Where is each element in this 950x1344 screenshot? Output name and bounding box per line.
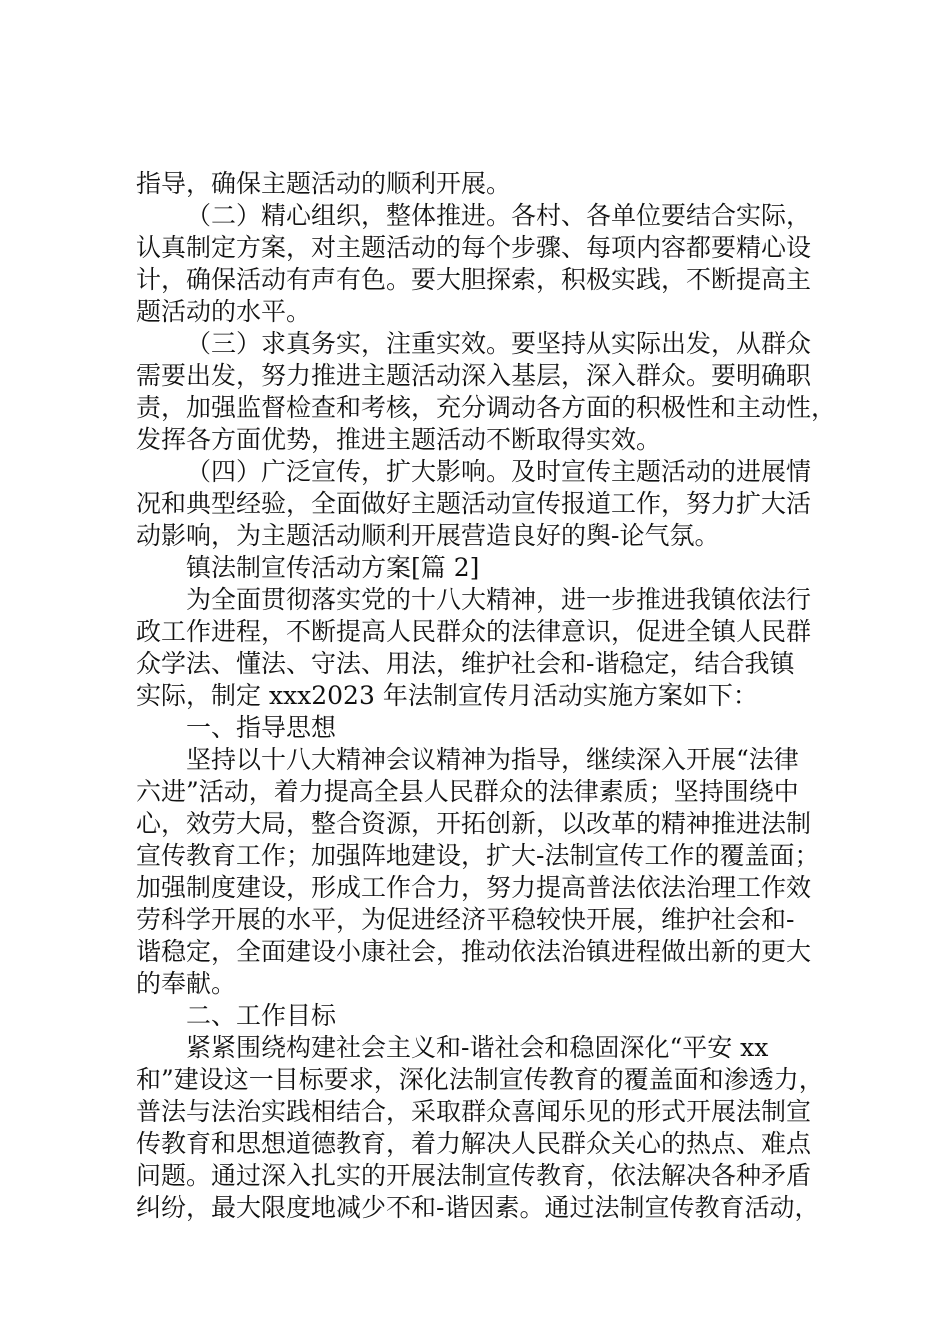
text-line: 计，确保活动有声有色。要大胆探索，积极实践，不断提高主 (136, 265, 812, 294)
text-line: 谐稳定，全面建设小康社会，推动依法治镇进程做出新的更大 (136, 937, 812, 966)
text-line: 宣传教育工作；加强阵地建设，扩大-法制宣传工作的覆盖面； (136, 841, 820, 870)
text-line: 况和典型经验，全面做好主题活动宣传报道工作，努力扩大活 (136, 489, 812, 518)
paragraph-p8 (136, 744, 836, 1000)
text-line: （三）求真务实，注重实效。要坚持从实际出发，从群众 (186, 329, 812, 358)
text-line: 和”建设这一目标要求，深化法制宣传教育的覆盖面和渗透力， (136, 1065, 824, 1094)
text-line: 六进”活动，着力提高全县人民群众的法律素质；坚持围绕中 (136, 777, 799, 806)
text-line: 题活动的水平。 (136, 297, 312, 326)
text-line: 政工作进程，不断提高人民群众的法律意识，促进全镇人民群 (136, 617, 812, 646)
document-body (136, 168, 836, 1224)
text-line: 需要出发，努力推进主题活动深入基层，深入群众。要明确职 (136, 361, 812, 390)
paragraph-p6 (136, 584, 836, 712)
text-line: 指导，确保主题活动的顺利开展。 (136, 169, 512, 198)
text-line: 发挥各方面优势，推进主题活动不断取得实效。 (136, 425, 662, 454)
text-line: 传教育和思想道德教育，着力解决人民群众关心的热点、难点 (136, 1129, 812, 1158)
paragraph-p4 (136, 456, 836, 552)
text-line: 动影响，为主题活动顺利开展营造良好的舆-论气氛。 (136, 521, 720, 550)
text-line: 实际，制定 xxx2023 年法制宣传月活动实施方案如下： (136, 681, 758, 710)
paragraph-p9 (136, 1000, 836, 1032)
text-line: （四）广泛宣传，扩大影响。及时宣传主题活动的进展情 (186, 457, 812, 486)
text-line: 二、工作目标 (186, 1001, 337, 1030)
text-line: 劳科学开展的水平，为促进经济平稳较快开展，维护社会和- (136, 905, 795, 934)
text-line: 镇法制宣传活动方案[篇 2] (186, 553, 480, 582)
paragraph-p1 (136, 168, 836, 200)
text-line: 加强制度建设，形成工作合力，努力提高普法依法治理工作效 (136, 873, 812, 902)
paragraph-p3 (136, 328, 836, 456)
text-line: 认真制定方案，对主题活动的每个步骤、每项内容都要精心设 (136, 233, 812, 262)
text-line: 为全面贯彻落实党的十八大精神，进一步推进我镇依法行 (186, 585, 812, 614)
text-line: 坚持以十八大精神会议精神为指导，继续深入开展“法律 (186, 745, 799, 774)
text-line: 责，加强监督检查和考核，充分调动各方面的积极性和主动性， (136, 393, 837, 422)
text-line: 问题。通过深入扎实的开展法制宣传教育，依法解决各种矛盾 (136, 1161, 812, 1190)
text-line: 一、指导思想 (186, 713, 337, 742)
text-line: 的奉献。 (136, 969, 237, 998)
text-line: 紧紧围绕构建社会主义和-谐社会和稳固深化“平安 xx (186, 1033, 769, 1062)
paragraph-p7 (136, 712, 836, 744)
text-line: 纠纷，最大限度地减少不和-谐因素。通过法制宣传教育活动， (136, 1193, 820, 1222)
paragraph-p5 (136, 552, 836, 584)
text-line: 心，效劳大局，整合资源，开拓创新，以改革的精神推进法制 (136, 809, 812, 838)
text-line: 普法与法治实践相结合，采取群众喜闻乐见的形式开展法制宣 (136, 1097, 812, 1126)
paragraph-p10 (136, 1032, 836, 1224)
paragraph-p2 (136, 200, 836, 328)
text-line: 众学法、懂法、守法、用法，维护社会和-谐稳定，结合我镇 (136, 649, 795, 678)
text-line: （二）精心组织，整体推进。各村、各单位要结合实际， (186, 201, 812, 230)
